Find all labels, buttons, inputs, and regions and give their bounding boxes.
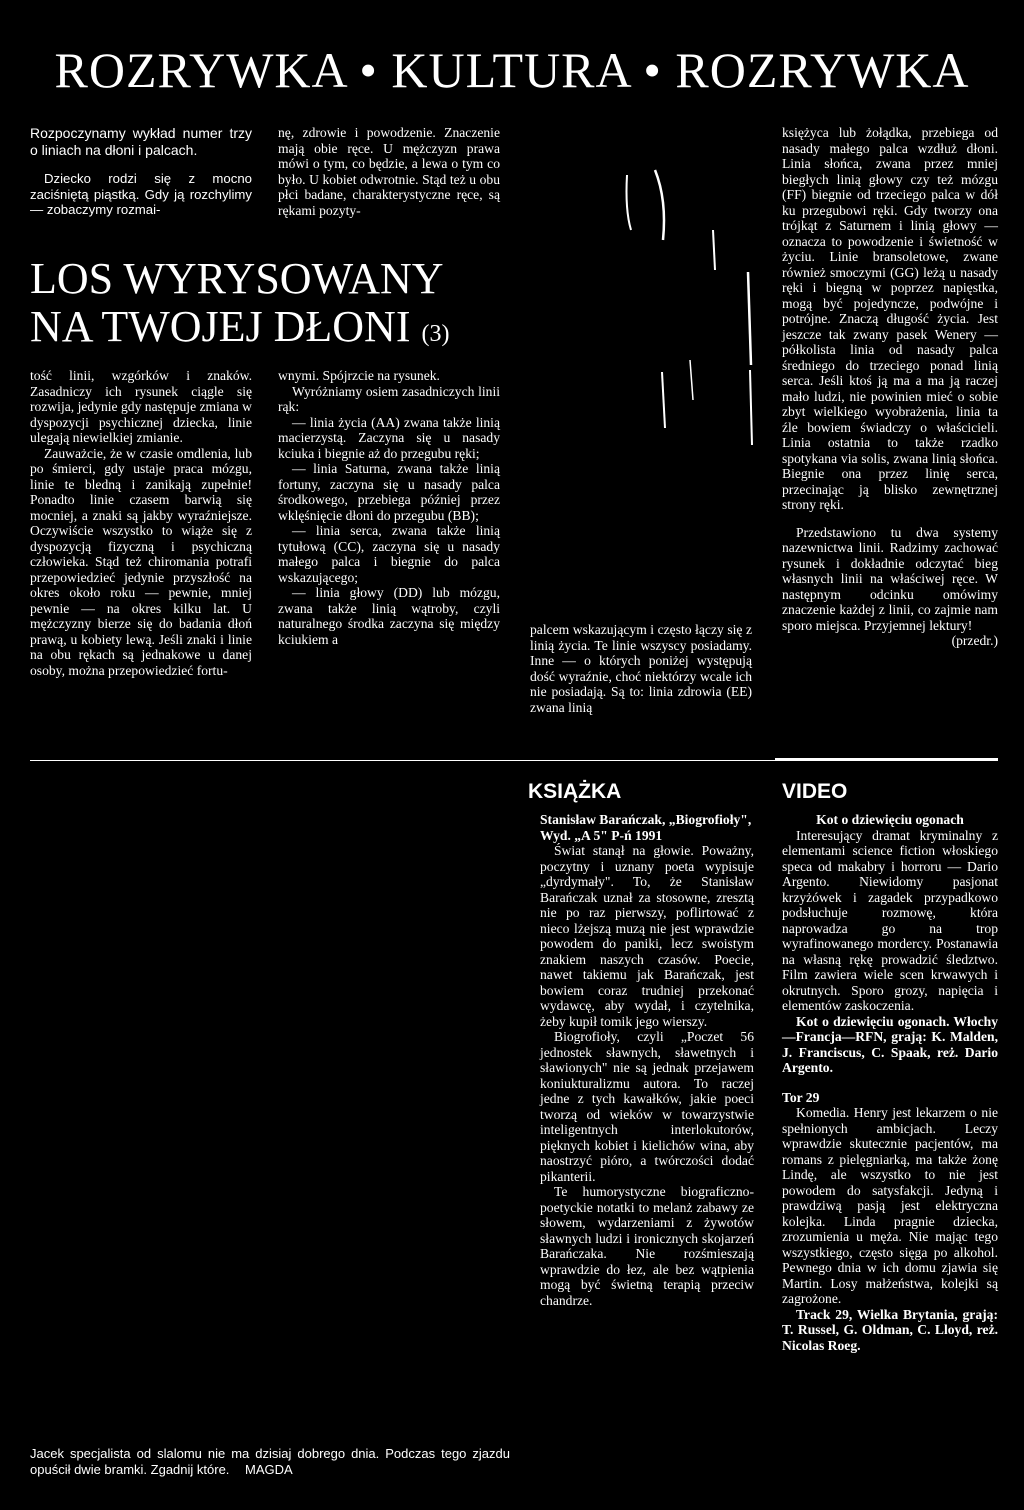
paragraph: Interesujący dramat kryminalny z elementami science fiction włoskiego speca od makabry i horroru — Dario Argento. Niewidomy pasjonat krzyżówek i zagadek przypadkowo podsłuchuje rozmowę, która naprowadza go na trop wyrafinowanego mordercy. Postanawia na własną rękę prowadzić śledztwo. Film zawiera wiele scen krwawych i okrutnych. Sporo grozy, napięcia i elementów zaskoczenia. [782, 827, 998, 1013]
palm-line [662, 372, 665, 428]
column-1-top [30, 125, 252, 218]
paragraph: Te humorystyczne biograficzno- poetyckie notatki to melanż zabawy ze słowem, wydarzeniami z żywotów sławnych ludzi i ironicznych skojarzeń Barańczaka. Nie rozśmieszają wprawdzie do łez, ale bez wątpienia mogą być świetną terapią przeciw chandrze. [540, 1184, 754, 1308]
paragraph: — linia głowy (DD) lub mózgu, zwana także linią wątroby, czyli naturalnego środka zaczyna się między kciukiem a [278, 585, 500, 647]
palm-line [750, 370, 752, 445]
paragraph: Przedstawiono tu dwa systemy nazewnictwa linii. Radzimy zachować rysunek i dokładnie odczytać bieg własnych linii na właściwej ręce. W następnym odcinku omówimy znaczenie każdej z linii, co zajmie nam sporo miejsca. Przyjemnej lektury! [782, 524, 998, 633]
part-number: (3) [421, 321, 450, 347]
video-reviews [782, 812, 998, 1353]
paragraph: księżyca lub żołądka, przebiega od nasady małego palca wzdłuż dłoni. Linia słońca, zwana przez mniej biegłych linią głowy czy też mózgu (FF) biegnie od trzeciego palca w dół ku przegubowi ręki. Gdy tworzy ona trójkąt z Saturnem i linią głowy — oznacza to powodzenie i świetność w życiu. Linie bransoletowe, zwane również smoczymi (GG) leżą u nasady ręki i biegną w poprzez napięstka, mogą być pojedyncze, podwójne i potrójne. Znaczą długość życia. Jest jeszcze tak zwany pasek Wenery — półkolista linia od nasady palca średniego do trzeciego ponad linią serca. Jeśli ktoś ją ma a ma ją raczej mało ludzi, nie powinien mieć o sobie zbyt wielkiego wyobrażenia, linia ta źle bowiem świadczy o właścicieli. Linia ostatnia to także rzadko spotykana via solis, zwana linią słońca. Biegnie ona przez linię serca, przecinając ją blisko zewnętrznej strony ręki. [782, 125, 998, 512]
book-section-heading: KSIĄŻKA [528, 780, 622, 803]
book-byline: Stanisław Barańczak, „Biogrofioły", Wyd. „A 5" P-ń 1991 [540, 812, 752, 843]
book-review [540, 812, 754, 1308]
section-divider [775, 758, 998, 761]
section-banner: ROZRYWKA • KULTURA • ROZRYWKA [54, 42, 970, 98]
headline-line-1: LOS WYRYSOWANY [30, 254, 444, 303]
film-title: Tor 29 [782, 1089, 820, 1105]
paragraph: nę, zdrowie i powodzenie. Znaczenie mają obie ręce. U mężczyzn prawa mówi o tym, co będzie, a lewa o tym co było. U kobiet odwrotnie. Stąd też u obu płci badane, charakterystyczne ręce, są rękami pozyty- [278, 125, 500, 218]
paragraph: — linia Saturna, zwana także linią fortuny, zaczyna się u nasady palca środkowego, przebiega później przez wklęśnięcie dłoni do przegubu (BB); [278, 461, 500, 523]
signature: (przedr.) [951, 633, 998, 648]
headline-line-2: NA TWOJEJ DŁONI (3) [30, 302, 450, 351]
paragraph: Dziecko rodzi się z mocno zaciśniętą piąstką. Gdy ją rozchylimy — zobaczymy rozmai- [30, 171, 252, 217]
palm-line [713, 230, 715, 270]
paragraph: — linia serca, zwana także linią tytułową (CC), zaczyna się u nasady małego palca i biegnie do palca wskazującego; [278, 523, 500, 585]
article-headline [30, 255, 530, 358]
paragraph: Komedia. Henry jest lekarzem o nie spełnionych ambicjach. Leczy wprawdzie skutecznie pacjentów, ma romans z pielęgniarką, ma także żonę Lindę, ale wszystko to nie jest powodem do satysfakcji. Jedyną i prawdziwą pasją jest elektryczna kolejka. Linda pragnie dziecka, zrozumienia u męża. Nie mając tego wszystkiego, często sięga po alkohol. Pewnego dnia w ich domu zjawia się Martin. Losy małżeństwa, kolejki są zagrożone. [782, 1105, 998, 1306]
paragraph: Wyróżniamy osiem zasadniczych linii rąk: [278, 383, 500, 414]
film-credits: Track 29, Wielka Brytania, grają: T. Russel, G. Oldman, C. Lloyd, reż. Nicolas Roeg. [782, 1306, 998, 1353]
palm-lines-illustration [585, 160, 785, 460]
paragraph: Zauważcie, że w czasie omdlenia, lub po śmierci, gdy ustaje praca mózgu, linie te bledną i zanikają zupełnie! Ponadto linie czasem barwią się mocniej, a znaki są jakby wyraźniejsze. Oczywiście wszystko to wiąże się z dyspozycją fizyczną i psychiczną człowieka. Stąd też chiromania potrafi przepowiedzieć jedynie przyszłość na okres około roku — pewnie, mniej pewnie — na okres kilku lat. U mężczyzny bierze się do badania dłoń prawą, u kobiety lewą. Jeśli znaki i linie na obu rękach są jednakowe u danej osoby, można przepowiedzieć fortu- [30, 445, 252, 678]
column-2-bottom [278, 368, 500, 647]
photo-caption: Jacek specjalista od slalomu nie ma dzisiaj dobrego dnia. Podczas tego zjazdu opuścił dwie bramki. Zgadnij które. MAGDA [30, 1446, 510, 1477]
palm-line [627, 175, 632, 230]
video-section-heading: VIDEO [782, 780, 848, 803]
column-1-bottom [30, 368, 252, 678]
column-3-text [530, 622, 752, 715]
palm-line [690, 360, 693, 400]
paragraph: tość linii, wzgórków i znaków. Zasadniczy ich rysunek ciągle się rozwija, jedynie gdy następuje zmiana w dyspozycji psychicznej dziecka, linie ulegają niewielkiej zmianie. [30, 368, 252, 445]
paragraph: — linia życia (AA) zwana także linią macierzystą. Zaczyna się u nasady kciuka i biegnie aż do przegubu ręki; [278, 414, 500, 461]
palm-line [655, 170, 664, 240]
caption-signature: MAGDA [245, 1462, 293, 1477]
lead-paragraph: Rozpoczynamy wykład numer trzy o liniach na dłoni i palcach. [30, 125, 252, 158]
film-credits: Kot o dziewięciu ogonach. Włochy—Francja—RFN, grają: K. Malden, J. Franciscus, C. Spaak, reż. Dario Argento. [782, 1013, 998, 1075]
paragraph: palcem wskazującym i często łączy się z linią życia. Te linie wszyscy posiadamy. Inne — o których poniżej występują dość wyraźnie, choć niektórzy wcale ich nie posiadają. Są to: linia zdrowia (EE) zwana linią [530, 622, 752, 715]
paragraph: Świat stanął na głowie. Poważny, poczytny i uznany poeta wypisuje „dyrdymały". To, że Stanisław Barańczak uznał za stosowne, zresztą nie po raz pierwszy, poflirtować z nieco lżejszą muzą nie jest wprawdzie powodem do paniki, lecz swoistym znakiem naszych czasów. Poecie, nawet takiemu jak Barańczak, jest bowiem coraz trudniej przekonać wydawcę, aby wydał, i czytelnika, żeby kupił tomik jego wierszy. [540, 843, 754, 1029]
paragraph: wnymi. Spójrzcie na rysunek. [278, 368, 440, 383]
column-4 [782, 125, 998, 649]
film-title: Kot o dziewięciu ogonach [816, 812, 964, 827]
paragraph: Biogrofioły, czyli „Poczet 56 jednostek sławnych, sławetnych i sławionych" nie są jednak przejawem koniukturalizmu autora. To raczej jedne z tych kawałków, jakie poeci tworzą od wieków w towarzystwie inteligentnych interlokutorów, pięknych kobiet i kielichów wina, aby naostrzyć pióro, a twórczości dodać pikanterii. [540, 1029, 754, 1184]
palm-line [748, 272, 751, 365]
column-2-top [278, 125, 500, 218]
